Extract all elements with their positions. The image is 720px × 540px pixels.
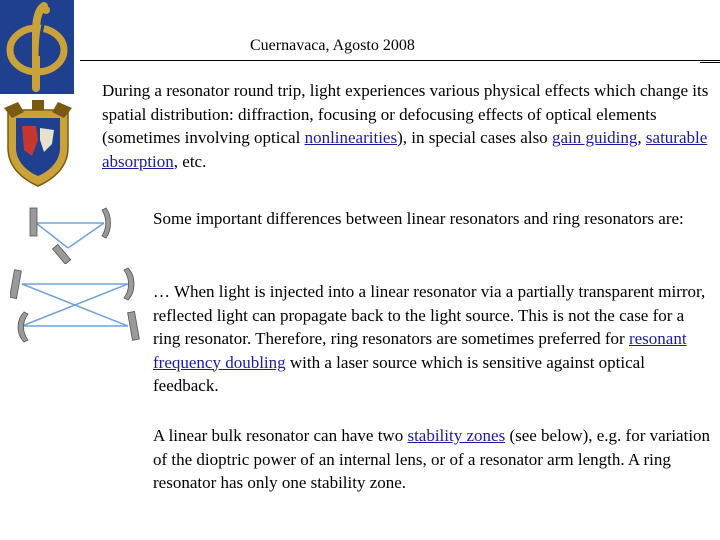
stability-paragraph: A linear bulk resonator can have two stability zones (see below), e.g. for variation of the dioptric power of an internal lens, or of a resonator arm length. A ring resonator has only one stability zone. [153,426,711,492]
differences-paragraph: Some important differences between linear resonators and ring resonators are: [153,209,684,228]
injection-paragraph: … When light is injected into a linear resonator via a partially transparent mirror, reflected light can propagate back to the light source. This is not the case for a ring resonator. Therefore, ring resonators are sometimes preferred for resonant frequency doubling with a laser source which is sensitive against optical feedback. [153,282,706,395]
mirror [30,208,37,236]
resonant-frequency-doubling-link[interactable]: resonant frequency doubling [153,329,687,372]
beam-path [36,223,68,248]
nonlinearities-link[interactable]: nonlinearities [304,128,398,147]
mirror [128,312,140,341]
gain-guiding-link[interactable]: gain guiding [551,128,638,147]
beam-path [68,223,104,248]
mirror [10,270,21,299]
unam-crest [2,100,74,188]
bowtie-ring-diagram [10,266,140,346]
three-mirror-ring-diagram [26,202,122,264]
saturable-absorption-link[interactable]: saturable absorption [102,128,708,171]
cp-logo [0,0,74,94]
stability-zones-link[interactable]: stability zones [407,426,506,445]
header-divider-end [700,62,720,63]
curved-mirror [18,312,28,342]
header-divider [80,60,720,61]
intro-paragraph: During a resonator round trip, light experiences various physical effects which change its spatial distribution: diffraction, focusing or defocusing effects of optical elements (sometimes involving optical nonlinearities), in special cases also gain guiding, saturable absorption, etc. [102,81,709,171]
header-title: Cuernavaca, Agosto 2008 [250,37,415,54]
